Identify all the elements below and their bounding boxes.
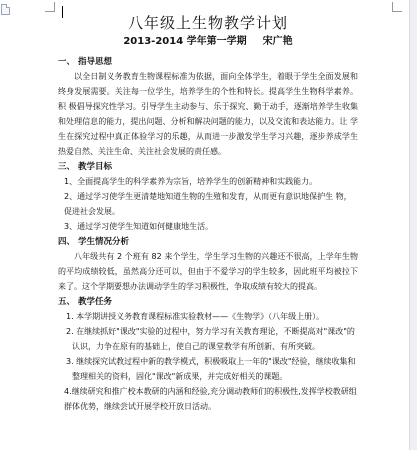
subtitle-author: 宋广艳 <box>262 36 293 47</box>
list-item: 2、通过学习使学生更清楚地知道生物的生殖和发育，从而更有意识地保护生 物，促进社会发展。 <box>64 192 352 216</box>
list-item: 4.继续研究和推广校本教研的内涵和经验,充分调动教师们的积极性,发挥学校教研组群体优势，继续尝试开展学校开放日活动。 <box>64 387 357 411</box>
list-item: 2. 在继续抓好"课改"实验的过程中，努力学习有关教育理论，不断提高对"课改"的认识，力争在原有的基础上，使自己的课堂教学有所创新、有所突破。 <box>66 327 355 351</box>
list-item: 1、全面提高学生的科学素养为宗旨，培养学生的创新精神和实践能力。 <box>64 177 318 186</box>
margin-corner-mark <box>45 2 55 12</box>
section-heading: 四、 学生情况分析 <box>58 237 129 247</box>
document-title: 八年级上生物教学计划 <box>127 14 288 32</box>
document-subtitle <box>58 34 358 50</box>
list-item: 1. 本学期讲授义务教育课程标准实验教材——《生物学》（八年级上册）。 <box>66 312 325 321</box>
list-item: 3、通过学习使学生知道如何健康地生活。 <box>64 222 214 231</box>
section-paragraph: 以全日制义务教育生物课程标准为依据，面向全体学生，着眼于学生全面发展和终身发展需要。关注每一位学生，培养学生的个性和特长。提高学生生物科学素养。积 极倡导探究性学习。引导学生主动参与、乐于探究、勤于动手，逐渐培养学生收集和处理信息的能力，提出问题、分析和解决问题的能力，以及交流和表达能力。让 学生在探究过程中真正体验学习的乐趣，从而进一步激发学生学习兴趣，逐步养成学生热爱自然、关注生命、关注社会发展的责任感。 <box>58 72 358 156</box>
section-heading: 三、 教学目标 <box>58 162 112 172</box>
section-heading: 一、 指导思想 <box>58 57 112 67</box>
section-paragraph: 八年级共有 2 个班有 82 来个学生，学生学习生物的兴趣还不很高，上学年生物的平均成绩较低，虽然高分还可以，但由于不爱学习的学生较多，因此班平均被拉下来了。这个学期要想办法调动学生的学习积极性，争取成绩有较大的提高。 <box>58 252 358 291</box>
section-heading: 五、 教学任务 <box>58 297 112 307</box>
subtitle-term: 2013-2014 学年第一学期 <box>123 36 247 47</box>
document-page[interactable] <box>58 12 358 414</box>
document-icon <box>1 4 10 15</box>
vertical-scrollbar[interactable] <box>409 0 417 450</box>
list-item: 3. 继续探究试教过程中新的教学模式，积极吸取上一年的"课改"经验，继续收集和整理相关的资料，固化"课改"新成果，并完成好相关的课题。 <box>66 357 356 381</box>
margin-corner-mark <box>392 2 402 12</box>
